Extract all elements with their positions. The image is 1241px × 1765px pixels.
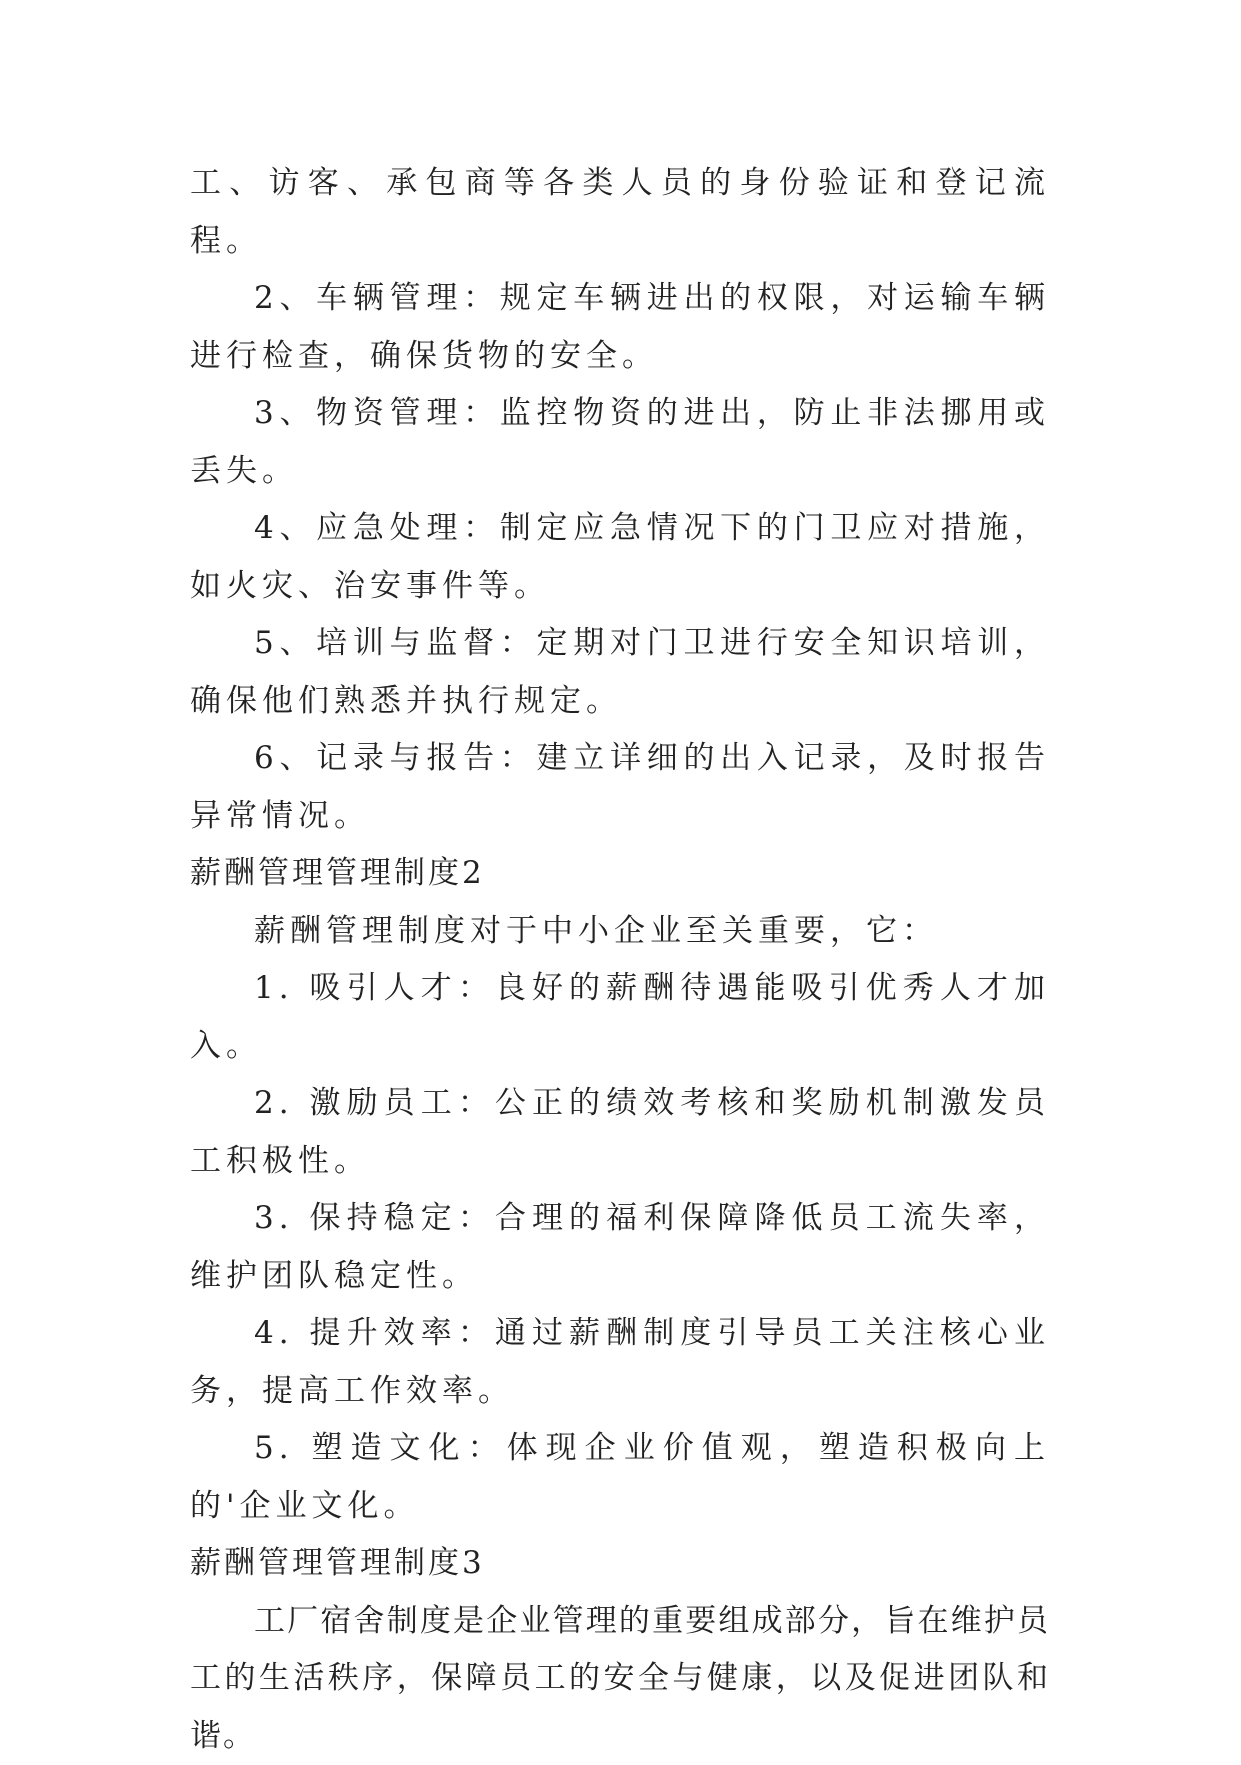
section-heading-2: 薪酬管理管理制度2 [190, 845, 1050, 903]
paragraph-salary-intro: 薪酬管理制度对于中小企业至关重要，它： [190, 903, 1050, 961]
list-item-shape-culture: 5. 塑造文化：体现企业价值观，塑造积极向上的'企业文化。 [190, 1420, 1050, 1535]
paragraph-records-reports: 6、记录与报告：建立详细的出入记录，及时报告异常情况。 [190, 730, 1050, 845]
paragraph-emergency-handling: 4、应急处理：制定应急情况下的门卫应对措施，如火灾、治安事件等。 [190, 500, 1050, 615]
document-body [190, 155, 1050, 1765]
paragraph-vehicle-management: 2、车辆管理：规定车辆进出的权限，对运输车辆进行检查，确保货物的安全。 [190, 270, 1050, 385]
list-item-motivate-employees: 2. 激励员工：公正的绩效考核和奖励机制激发员工积极性。 [190, 1075, 1050, 1190]
paragraph-continuation: 工、访客、承包商等各类人员的身份验证和登记流程。 [190, 155, 1050, 270]
paragraph-materials-management: 3、物资管理：监控物资的进出，防止非法挪用或丢失。 [190, 385, 1050, 500]
list-item-improve-efficiency: 4. 提升效率：通过薪酬制度引导员工关注核心业务，提高工作效率。 [190, 1305, 1050, 1420]
section-heading-3: 薪酬管理管理制度3 [190, 1535, 1050, 1593]
list-item-maintain-stability: 3. 保持稳定：合理的福利保障降低员工流失率，维护团队稳定性。 [190, 1190, 1050, 1305]
paragraph-dormitory-system: 工厂宿舍制度是企业管理的重要组成部分，旨在维护员工的生活秩序，保障员工的安全与健康，以及促进团队和谐。 [190, 1593, 1050, 1765]
paragraph-training-supervision: 5、培训与监督：定期对门卫进行安全知识培训，确保他们熟悉并执行规定。 [190, 615, 1050, 730]
list-item-attract-talent: 1. 吸引人才：良好的薪酬待遇能吸引优秀人才加入。 [190, 960, 1050, 1075]
